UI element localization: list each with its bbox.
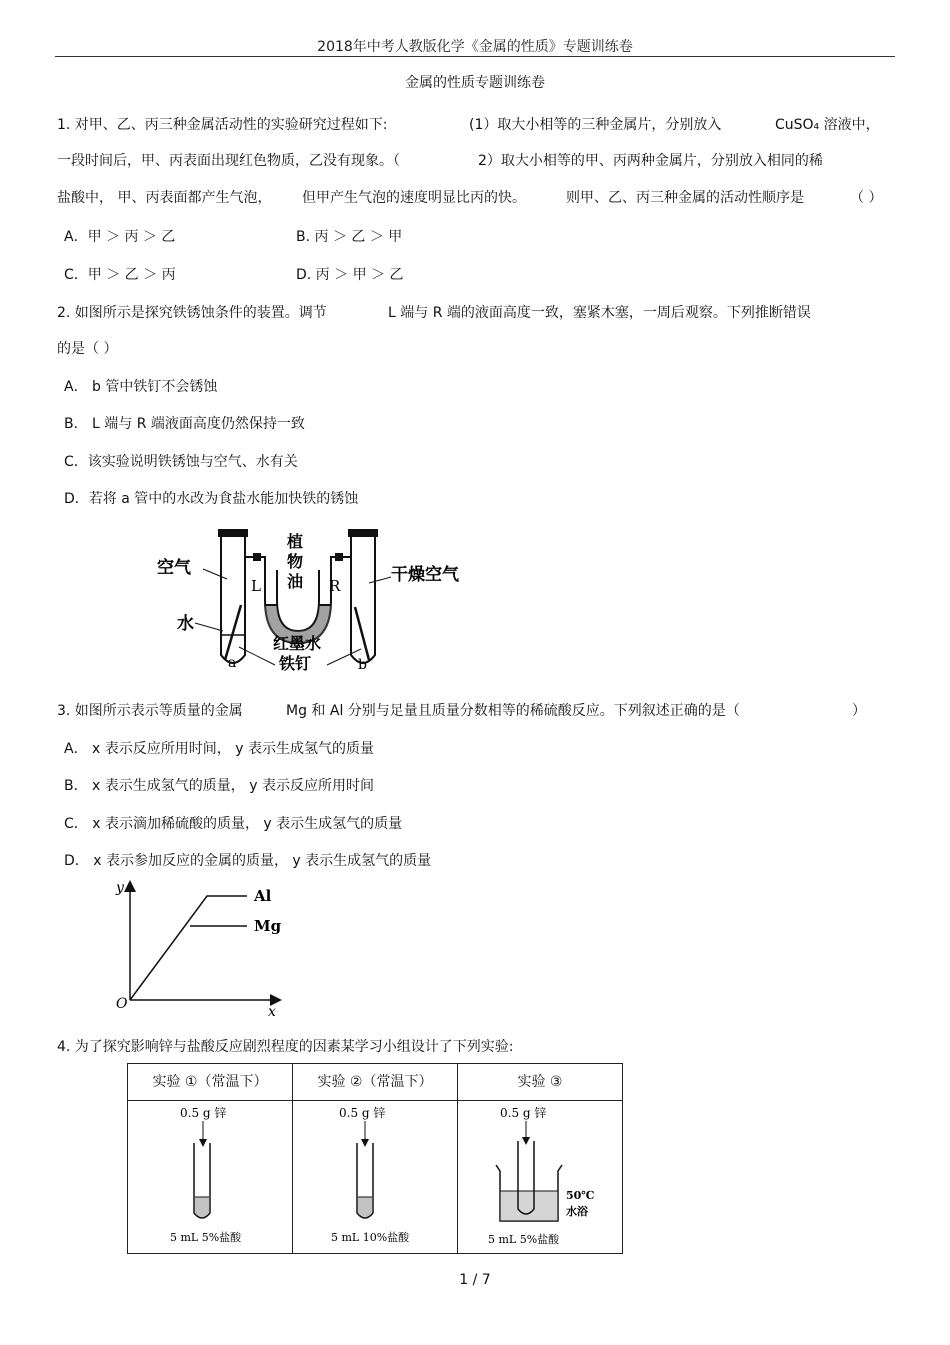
page-number: 1 / 7 bbox=[459, 1272, 491, 1288]
label-water: 水 bbox=[177, 614, 194, 634]
q3-option-a: A． x 表示反应所用时间， y 表示生成氢气的质量 bbox=[64, 741, 374, 757]
origin-label: O bbox=[116, 996, 128, 1012]
header-rule bbox=[55, 56, 895, 57]
label-oil-3: 油 bbox=[287, 572, 304, 591]
nail-b bbox=[355, 607, 369, 660]
al-line bbox=[130, 896, 247, 1000]
stopper-right bbox=[348, 529, 378, 537]
q2-text: 的是（ ） bbox=[57, 341, 118, 357]
rust-apparatus-figure bbox=[155, 525, 465, 675]
label-a: a bbox=[228, 655, 237, 671]
q1-option-b: B. 丙 ＞ 乙 ＞ 甲 bbox=[296, 229, 403, 245]
page-header: 2018年中考人教版化学《金属的性质》专题训练卷 bbox=[317, 39, 633, 55]
test-tube-b bbox=[351, 537, 375, 663]
q1-text: 1. 对甲、乙、丙三种金属活动性的实验研究过程如下: bbox=[57, 117, 388, 133]
experiment-2-figure bbox=[293, 1101, 457, 1249]
label-air: 空气 bbox=[157, 558, 191, 578]
label-oil-1: 植 bbox=[287, 532, 304, 551]
experiment-3-cell bbox=[458, 1101, 623, 1254]
mg-label: Mg bbox=[254, 917, 282, 935]
y-label: y bbox=[116, 880, 124, 896]
q1-text: 则甲、乙、丙三种金属的活动性顺序是 bbox=[566, 190, 804, 206]
mg-al-graph bbox=[112, 878, 292, 1018]
nail-a bbox=[225, 605, 241, 660]
label-red-ink: 红墨水 bbox=[273, 634, 322, 653]
q2-option-c: C．该实验说明铁锈蚀与空气、水有关 bbox=[64, 454, 298, 470]
q1-text: (1）取大小相等的三种金属片，分别放入 bbox=[469, 117, 722, 133]
label-R: R bbox=[329, 577, 341, 595]
q4-text: 4. 为了探究影响锌与盐酸反应剧烈程度的因素某学习小组设计了下列实验: bbox=[57, 1039, 514, 1055]
table-header-cell: 实验 ③ bbox=[458, 1064, 623, 1101]
q1-option-c: C．甲 ＞ 乙 ＞ 丙 bbox=[64, 267, 176, 283]
acid-label: 5 mL 10%盐酸 bbox=[331, 1231, 410, 1244]
label-oil-2: 物 bbox=[287, 552, 304, 571]
experiment-3-figure bbox=[458, 1101, 622, 1249]
q2-option-a: A． b 管中铁钉不会锈蚀 bbox=[64, 379, 218, 395]
q1-text: 但甲产生气泡的速度明显比丙的快。 bbox=[302, 190, 526, 206]
zinc-label: 0.5 g 锌 bbox=[180, 1106, 227, 1120]
q1-text: CuSO₄ 溶液中， bbox=[775, 117, 880, 133]
experiment-table bbox=[127, 1063, 623, 1254]
label-L: L bbox=[251, 577, 261, 595]
q1-option-a: A．甲 ＞ 丙 ＞ 乙 bbox=[64, 229, 176, 245]
q3-text: Mg 和 Al 分别与足量且质量分数相等的稀硫酸反应。下列叙述正确的是（ bbox=[286, 703, 740, 719]
q3-text: ） bbox=[852, 703, 866, 719]
q1-option-d: D. 丙 ＞ 甲 ＞ 乙 bbox=[296, 267, 404, 283]
q3-option-b: B． x 表示生成氢气的质量， y 表示反应所用时间 bbox=[64, 778, 374, 794]
q3-option-c: C． x 表示滴加稀硫酸的质量， y 表示生成氢气的质量 bbox=[64, 816, 403, 832]
q1-answer-paren: （ ） bbox=[850, 190, 883, 206]
q1-text: 2）取大小相等的甲、丙两种金属片，分别放入相同的稀 bbox=[478, 153, 823, 169]
x-label: x bbox=[268, 1004, 276, 1018]
q2-option-d: D．若将 a 管中的水改为食盐水能加快铁的锈蚀 bbox=[64, 491, 359, 507]
al-label: Al bbox=[254, 887, 272, 905]
zinc-label: 0.5 g 锌 bbox=[339, 1106, 386, 1120]
experiment-1-cell bbox=[128, 1101, 293, 1254]
stopper-left bbox=[218, 529, 248, 537]
q2-text: 2. 如图所示是探究铁锈蚀条件的装置。调节 bbox=[57, 305, 327, 321]
label-nail: 铁钉 bbox=[279, 654, 312, 673]
experiment-2-cell bbox=[293, 1101, 458, 1254]
experiment-1-figure bbox=[128, 1101, 292, 1249]
q3-option-d: D． x 表示参加反应的金属的质量， y 表示生成氢气的质量 bbox=[64, 853, 432, 869]
acid-label: 5 mL 5%盐酸 bbox=[170, 1231, 242, 1244]
acid-label: 5 mL 5%盐酸 bbox=[488, 1233, 560, 1246]
label-b: b bbox=[358, 657, 367, 673]
test-tube-a bbox=[221, 537, 245, 663]
label-dry-air: 干燥空气 bbox=[391, 565, 459, 585]
q2-text: L 端与 R 端的液面高度一致，塞紧木塞，一周后观察。下列推断错误 bbox=[388, 305, 811, 321]
q1-text: 盐酸中， 甲、丙表面都产生气泡， bbox=[57, 190, 272, 206]
bath-temp-label: 50℃ bbox=[566, 1189, 595, 1202]
table-header-cell: 实验 ①（常温下） bbox=[128, 1064, 293, 1101]
q1-text: 一段时间后，甲、丙表面出现红色物质，乙没有现象。（ bbox=[57, 153, 400, 169]
table-header-cell: 实验 ②（常温下） bbox=[293, 1064, 458, 1101]
doc-title: 金属的性质专题训练卷 bbox=[405, 75, 545, 91]
bath-label: 水浴 bbox=[566, 1205, 588, 1218]
q2-option-b: B． L 端与 R 端液面高度仍然保持一致 bbox=[64, 416, 305, 432]
q3-text: 3. 如图所示表示等质量的金属 bbox=[57, 703, 243, 719]
zinc-label: 0.5 g 锌 bbox=[500, 1106, 547, 1120]
